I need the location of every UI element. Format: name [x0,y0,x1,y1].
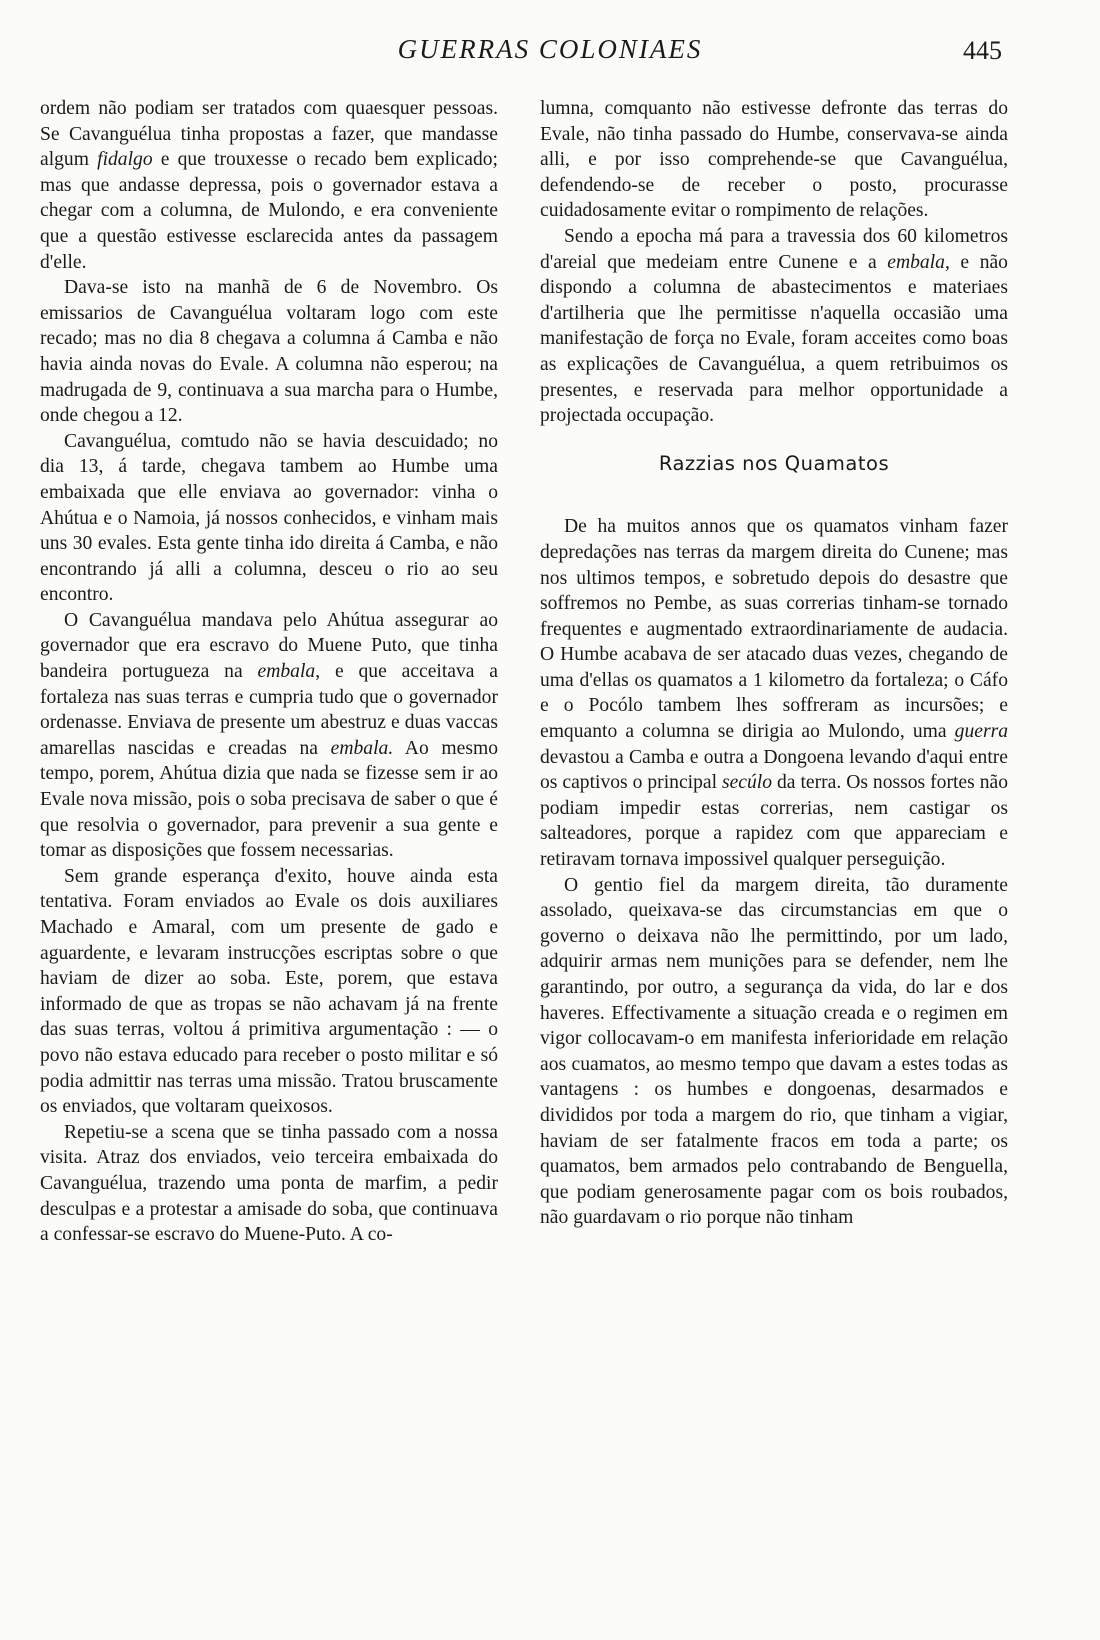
right-column [540,96,1008,1231]
paragraph: Sendo a epocha má para a travessia dos 60 kilometros d'areial que medeiam entre Cunene e a embala, e não dispondo a columna de abastecimentos e materiaes d'artilheria que lhe permitisse n'aquella occasião uma manifestação de força no Evale, foram acceites como boas as explicações de Cavanguélua, a quem retribuimos os presentes, e reservada para melhor opportunidade a projectada occupação. [540,225,1008,427]
section-heading: Razzias nos Quamatos [658,451,890,475]
paragraph: De ha muitos annos que os quamatos vinham fazer depredações nas terras da margem direita do Cunene; mas nos ultimos tempos, e sobretudo depois do desastre que soffremos no Pembe, as suas correrias tinham-se tornado frequentes e augmentado extraordinariamente de audacia. O Humbe acabava de ser atacado duas vezes, chegando de uma d'ellas os quamatos a 1 kilometro da fortaleza; o Cáfo e o Pocólo tambem lhes soffreram as incursões; e emquanto a columna se dirigia ao Mulondo, uma guerra devastou a Camba e outra a Dongoena levando d'aqui entre os captivos o principal secúlo da terra. Os nossos fortes não podiam impedir estas correrias, nem castigar os salteadores, porque a rapidez com que appareciam e retiravam tornava impossivel qualquer perseguição. [540,516,1008,871]
left-column [40,96,498,1248]
paragraph: lumna, comquanto não estivesse defronte das terras do Evale, não tinha passado do Humbe, conservava-se ainda alli, e por isso comprehende-se que Cavanguélua, defendendo-se de receber o posto, procurasse cuidadosamente evitar o rompimento de relações. [540,98,1008,222]
paragraph: Cavanguélua, comtudo não se havia descuidado; no dia 13, á tarde, chegava tambem ao Humbe uma embaixada que elle enviava ao governador: vinha o Ahútua e o Namoia, já nossos conhecidos, e vinham mais uns 30 evales. Esta gente tinha ido direita á Camba, e não encontrando já alli a columna, desceu o rio ao seu encontro. [40,430,498,606]
paragraph: O gentio fiel da margem direita, tão duramente assolado, queixava-se das circumstancias em que o governo o deixava não lhe permittindo, por um lado, adquirir armas nem munições para se defender, nem lhe garantindo, por outro, a segurança da vida, do lar e dos haveres. Effectivamente a situação creada e o regimen em vigor collocavam-o em manifesta inferioridade em relação aos cuamatos, ao mesmo tempo que davam a estes todas as vantagens : os humbes e dongoenas, desarmados e divididos por toda a margem do rio, que tinham a vigiar, haviam de ser fatalmente fracos em toda a parte; os quamatos, bem armados pelo contrabando de Benguella, que podiam generosamente pagar com os bois roubados, não guardavam o rio porque não tinham [540,874,1008,1229]
paragraph: O Cavanguélua mandava pelo Ahútua assegurar ao governador que era escravo do Muene Puto, que tinha bandeira portugueza na embala, e que acceitava a fortaleza nas suas terras e cumpria tudo que o governador ordenasse. Enviava de presente um abestruz e duas vaccas amarellas nascidas e creadas na embala. Ao mesmo tempo, porem, Ahútua dizia que nada se fizesse sem ir ao Evale nova missão, pois o soba precisava de saber o que é que resolvia o governador, para prevenir a sua gente e tomar as disposições que fossem necessarias. [40,609,499,862]
page-number: 445 [963,36,1002,65]
running-header [0,30,1100,70]
paragraph: Dava-se isto na manhã de 6 de Novembro. Os emissarios de Cavanguélua voltaram logo com este recado; mas no dia 8 chegava a columna á Camba e não havia ainda novas do Evale. A columna não esperou; na madrugada de 9, continuava a sua marcha para o Humbe, onde chegou a 12. [40,277,498,427]
paragraph: Repetiu-se a scena que se tinha passado com a nossa visita. Atraz dos enviados, veio terceira embaixada do Cavanguélua, trazendo uma ponta de marfim, a pedir desculpas e a protestar a amisade do soba, que continuava a confessar-se escravo do Muene-Puto. A co- [40,1121,498,1246]
paragraph: ordem não podiam ser tratados com quaesquer pessoas. Se Cavanguélua tinha propostas a fazer, que mandasse algum fidalgo e que trouxesse o recado bem explicado; mas que andasse depressa, pois o governador estava a chegar com a columna, de Mulondo, e era conveniente que a questão estivesse esclarecida antes da passagem d'elle. [40,98,498,273]
paragraph: Sem grande esperança d'exito, houve ainda esta tentativa. Foram enviados ao Evale os dois auxiliares Machado e Amaral, com um presente de gado e aguardente, e levaram instrucções escriptas sobre o que haviam de dizer ao soba. Este, porem, que estava informado de que as tropas se não achavam já na frente das suas terras, voltou á primitiva argumentação : — o povo não estava educado para receber o posto militar e só podia admittir nas terras uma missão. Tratou bruscamente os enviados, que voltaram queixosos. [40,865,498,1118]
running-title: GUERRAS COLONIAES [397,34,703,64]
